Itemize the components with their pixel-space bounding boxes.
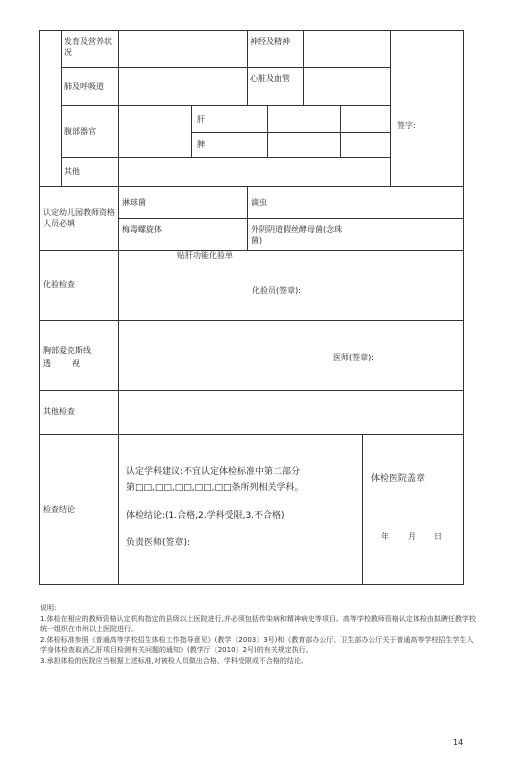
column-divider bbox=[191, 105, 192, 158]
column-divider bbox=[390, 30, 391, 187]
table-top-border bbox=[39, 30, 463, 31]
vulvovaginal-label: 外阴阴道假丝酵母菌(念珠菌) bbox=[251, 225, 343, 245]
column-divider bbox=[61, 30, 62, 187]
table-bottom-border bbox=[39, 584, 463, 585]
exam-result: 体检结论:(1.合格,2.学科受限,3.不合格) bbox=[126, 511, 285, 521]
lungs-label: 肺及呼吸道 bbox=[64, 82, 104, 91]
row-divider bbox=[39, 434, 463, 435]
column-divider bbox=[362, 434, 363, 585]
chest-label-line1: 胸部爱克斯线 bbox=[43, 346, 91, 355]
spleen-label: 脾 bbox=[197, 140, 205, 149]
syphilis-label: 梅毒螺旋体 bbox=[122, 225, 162, 234]
chest-label-line2a: 透 bbox=[43, 359, 51, 368]
subject-suggestion-line2: 第□□,□□,□□,□□,□□条所列相关学科。 bbox=[126, 483, 304, 493]
row-divider bbox=[39, 250, 463, 251]
nervous-label: 神经及精神 bbox=[250, 37, 290, 46]
chest-label-line2b: 视 bbox=[72, 359, 80, 368]
table-right-border bbox=[463, 30, 464, 585]
date-year: 年 bbox=[381, 532, 389, 541]
kindergarten-label: 认定幼儿园教师资格人员必填 bbox=[43, 208, 115, 228]
trichomonas-label: 滴虫 bbox=[251, 198, 267, 207]
heart-label: 心脏及血管 bbox=[250, 74, 290, 83]
note-item-3: 3.承担体检的医院应当根据上述标准,对被检人员做出合格、学科受限或不合格的结论。 bbox=[40, 656, 308, 665]
other-exam-label: 其他检查 bbox=[43, 407, 75, 416]
row-divider bbox=[39, 390, 463, 391]
note-item-1: 1.体检在相应的教师资格认定机构指定的县级以上医院进行,并必须包括传染病和精神病史等项目。高等学校教师资格认定体检由拟聘任教学校统一组织在市州以上医院进行。 bbox=[40, 614, 476, 633]
liver-label: 肝 bbox=[197, 115, 205, 124]
subject-suggestion-line1: 认定学科建议:不宜认定体检标准中第二部分 bbox=[126, 467, 301, 477]
notes-title: 说明: bbox=[40, 604, 57, 612]
page-number: 14 bbox=[453, 738, 464, 747]
column-divider bbox=[247, 186, 248, 251]
lab-note: 贴肝功能化验单 bbox=[177, 251, 233, 260]
row-divider bbox=[61, 67, 390, 68]
gonorrhea-label: 淋球菌 bbox=[122, 198, 146, 207]
lab-label: 化验检查 bbox=[43, 280, 75, 289]
column-divider bbox=[303, 30, 304, 106]
row-divider bbox=[39, 320, 463, 321]
table-left-border bbox=[39, 30, 40, 585]
column-divider bbox=[267, 105, 268, 158]
row-divider bbox=[118, 218, 463, 219]
column-divider bbox=[247, 30, 248, 106]
signature-label: 签字: bbox=[397, 121, 416, 130]
development-label: 发育及营养状况 bbox=[64, 37, 112, 57]
hospital-stamp-label: 体检医院盖章 bbox=[371, 474, 426, 484]
row-divider bbox=[39, 186, 463, 187]
abdomen-label: 腹部器官 bbox=[64, 127, 96, 136]
notes-section bbox=[40, 603, 478, 666]
lab-signature: 化验员(签章): bbox=[252, 286, 301, 295]
responsible-doctor: 负责医师(签章): bbox=[126, 538, 191, 548]
date-month: 月 bbox=[408, 532, 416, 541]
column-divider bbox=[340, 105, 341, 158]
note-item-2: 2.体检标准参照《普通高等学校招生体检工作指导意见》(教学〔2003〕3号)和《教育部办公厅、卫生部办公厅关于普通高等学校招生学生入学身体检查取消乙肝项目检测有关问题的通知》(教学厅〔2010〕2号)的有关规定执行。 bbox=[40, 635, 474, 654]
conclusion-label: 检查结论 bbox=[43, 505, 75, 514]
liver-spleen-divider bbox=[191, 132, 390, 133]
column-divider bbox=[118, 30, 119, 585]
chest-signature: 医师(签章): bbox=[333, 353, 374, 362]
other-label: 其他 bbox=[64, 167, 80, 176]
date-day: 日 bbox=[434, 532, 442, 541]
